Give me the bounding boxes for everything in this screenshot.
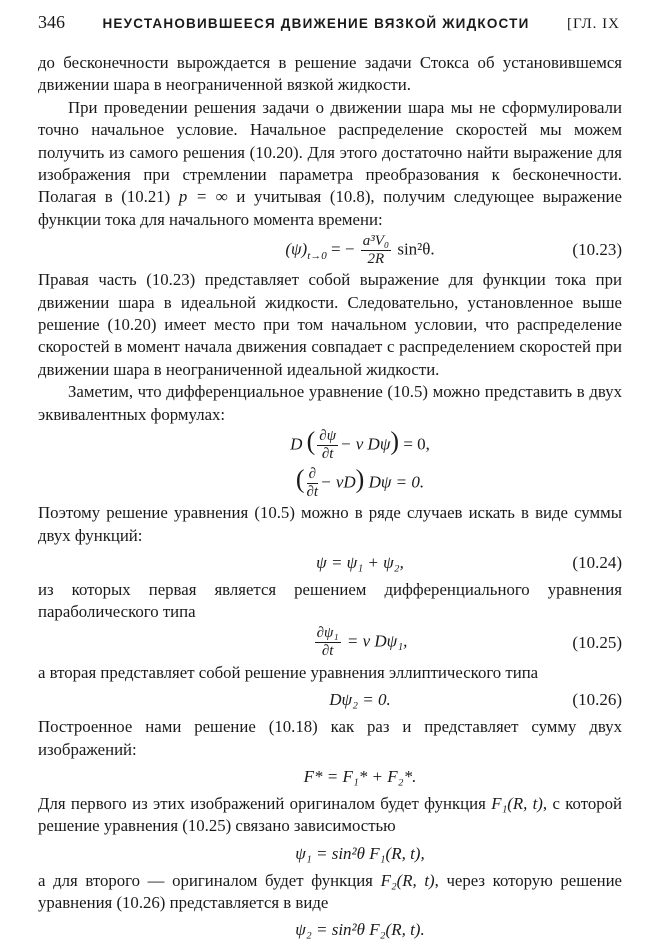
eq-10-23-eq: = − (326, 239, 355, 259)
paragraph-2-text-b: и учитывая (10.8), получим следующее выражение функции тока для начального момента времени: (38, 187, 622, 229)
paragraph-7: а вторая представляет собой решение уравнения эллиптического типа (38, 662, 539, 682)
eq-a-num: ∂ψ (319, 427, 337, 444)
eq-10-23-den: 2R (367, 250, 385, 267)
running-title: НЕУСТАНОВИВШЕЕСЯ ДВИЖЕНИЕ ВЯЗКОЙ ЖИДКОСТИ (102, 16, 530, 31)
eq-10-25-fraction (315, 625, 341, 660)
eq-10-23-label: (10.23) (572, 240, 622, 260)
equation-form-b: ( $\frac{\partial}{\partial t}$ − νD) Dψ = 0. (295, 464, 425, 500)
paragraph-2-text-a: При проведении решения задачи о движении шара мы не сформулировали точно начальное условие. Начальное распределение скоростей мы можем получить из самого решения (10.20). Для этого достаточно найти выражение для изображения при стремлении параметра преобразования к бесконечности. Полагая в (10.21) (38, 97, 622, 207)
eq-10-23-fraction (361, 233, 391, 268)
eq-10-25-den: ∂t (321, 643, 334, 660)
chapter-label: [ГЛ. IX (566, 16, 620, 32)
equation-10-23 (38, 231, 622, 269)
eq-a-rest: − ν Dψ (340, 434, 391, 453)
eq-10-25-label: (10.25) (572, 632, 622, 652)
eq-10-25-rest: = ν Dψ₁, (342, 631, 408, 651)
eq-b-tail: Dψ = 0. (364, 472, 425, 491)
equation-form-a: D ( $\frac{\partial\psi}{\partial t}$ − ν Dψ) = 0, (290, 426, 430, 462)
eq-10-23-rest: sin²θ. (397, 239, 435, 259)
eq-b-fraction (307, 466, 319, 501)
eq-a-den: ∂t (321, 445, 334, 462)
paragraph-2 (38, 97, 622, 231)
equation-F-sum (38, 761, 622, 793)
eq-10-25-num: ∂ψ₁ (316, 625, 339, 642)
eq-10-24-body: ψ = ψ₁ + ψ₂, (316, 552, 404, 572)
paragraph-9 (38, 793, 622, 838)
eq-10-23-num: a³V₀ (362, 232, 390, 249)
equation-10-26 (38, 684, 622, 716)
page-header (38, 12, 620, 33)
paragraph-10-text-b: , через которую решение уравнения (10.26) представляется в виде (38, 870, 622, 913)
eq-a-fraction (317, 428, 338, 463)
eq-a-D: D (290, 434, 303, 453)
eq-10-23-sub: t→0 (307, 249, 327, 262)
eq-psi1-body: ψ₁ = sin²θ F₁(R, t), (295, 843, 425, 863)
equation-psi2 (38, 915, 622, 947)
paragraph-9-text-a: Для первого из этих изображений оригиналом будет функция (38, 793, 486, 813)
eq-10-24-label: (10.24) (572, 552, 622, 572)
paragraph-8: Построенное нами решение (10.18) как раз и представляет сумму двух изображений: (38, 717, 622, 759)
eq-10-26-label: (10.26) (572, 689, 622, 709)
page-body (38, 52, 622, 947)
paragraph-6: из которых первая является решением дифференциального уравнения параболического типа (38, 579, 622, 622)
eq-psi2-body: ψ₂ = sin²θ F₂(R, t). (295, 920, 425, 940)
equation-psi1 (38, 838, 622, 870)
paragraph-10-text-a: а для второго — оригиналом будет функция (38, 870, 373, 890)
paragraph-9-text-b: , с которой решение уравнения (10.25) связано зависимостью (38, 793, 622, 836)
eq-10-23-lhs: (ψ) (285, 239, 308, 259)
inline-F1: F₁(R, t) (491, 793, 543, 813)
eq-b-num: ∂ (308, 465, 317, 482)
eq-b-den: ∂t (306, 483, 319, 500)
inline-p-infinity: p = ∞ (178, 187, 228, 207)
paragraph-4: Заметим, что дифференциальное уравнение (10.5) можно представить в двух эквивалентных формулах: (38, 382, 622, 424)
paragraph-3: Правая часть (10.23) представляет собой выражение для функции тока при движении шара в идеальной жидкости. Следовательно, установленное выше решение (10.20) имеет место при том начальном условии, что распределение скоростей в момент начала движения совпадает с распределением скоростей при движении шара в неограниченной идеальной жидкости. (38, 270, 622, 379)
equation-10-24 (38, 547, 622, 579)
equation-10-25 (38, 624, 622, 662)
paragraph-10 (38, 870, 622, 915)
eq-a-tail: = 0, (399, 434, 430, 453)
paragraph-5: Поэтому решение уравнения (10.5) можно в ряде случаев искать в виде суммы двух функций: (38, 503, 622, 545)
eq-b-rest: − νD (320, 472, 356, 491)
paragraph-1: до бесконечности вырождается в решение задачи Стокса об установившемся движении шара в неограниченной вязкой жидкости. (38, 53, 622, 95)
page-number: 346 (38, 12, 65, 32)
inline-F2: F₂(R, t) (380, 870, 435, 890)
eq-F-sum-body: F* = F₁* + F₂*. (303, 766, 417, 786)
eq-10-26-body: Dψ₂ = 0. (329, 689, 391, 709)
